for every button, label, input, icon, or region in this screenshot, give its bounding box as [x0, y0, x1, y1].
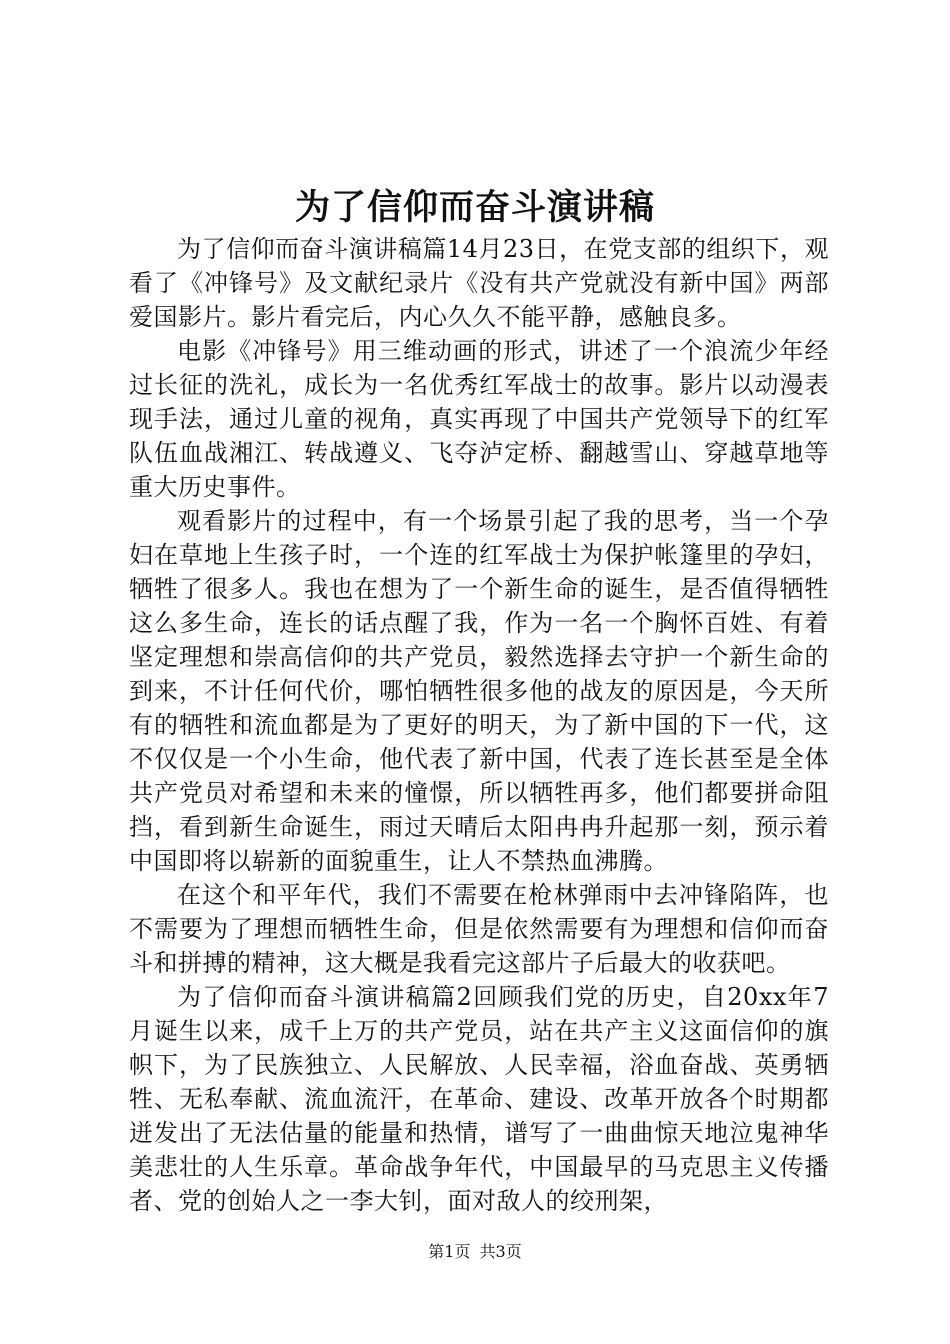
paragraph-1: 为了信仰而奋斗演讲稿篇14月23日，在党支部的组织下，观看了《冲锋号》及文献纪录片《没有共产党就没有新中国》两部爱国影片。影片看完后，内心久久不能平静，感触良多。	[129, 235, 829, 331]
paragraph-3: 观看影片的过程中，有一个场景引起了我的思考，当一个孕妇在草地上生孩子时，一个连的红军战士为保护帐篷里的孕妇，牺牲了很多人。我也在想为了一个新生命的诞生，是否值得牺牲这么多生命，连长的话点醒了我，作为一名一个胸怀百姓、有着坚定理想和崇高信仰的共产党员，毅然选择去守护一个新生命的到来，不计任何代价，哪怕牺牲很多他的战友的原因是，今天所有的牺牲和流血都是为了更好的明天，为了新中国的下一代，这不仅仅是一个小生命，他代表了新中国，代表了连长甚至是全体共产党员对希望和未来的憧憬，所以牺牲再多，他们都要拼命阻挡，看到新生命诞生，雨过天晴后太阳冉冉升起那一刻，预示着中国即将以崭新的面貌重生，让人不禁热血沸腾。	[129, 507, 829, 875]
document-title: 为了信仰而奋斗演讲稿	[294, 187, 655, 228]
paragraph-5: 为了信仰而奋斗演讲稿篇2回顾我们党的历史，自20xx年7月诞生以来，成千上万的共产党员，站在共产主义这面信仰的旗帜下，为了民族独立、人民解放、人民幸福，浴血奋战、英勇牺牲、无私奉献、流血流汗，在革命、建设、改革开放各个时期都迸发出了无法估量的能量和热情，谱写了一曲曲惊天地泣鬼神华美悲壮的人生乐章。革命战争年代，中国最早的马克思主义传播者、党的创始人之一李大钊，面对敌人的绞刑架，	[129, 983, 829, 1215]
page-total: 共3页	[479, 1242, 522, 1261]
paragraph-2: 电影《冲锋号》用三维动画的形式，讲述了一个浪流少年经过长征的洗礼，成长为一名优秀红军战士的故事。影片以动漫表现手法，通过儿童的视角，真实再现了中国共产党领导下的红军队伍血战湘江、转战遵义、飞夺泸定桥、翻越雪山、穿越草地等重大历史事件。	[129, 337, 829, 501]
page-number: 第1页	[428, 1242, 471, 1261]
paragraph-4: 在这个和平年代，我们不需要在枪林弹雨中去冲锋陷阵，也不需要为了理想而牺牲生命，但是依然需要有为理想和信仰而奋斗和拼搏的精神，这大概是我看完这部片子后最大的收获吧。	[129, 881, 829, 977]
document-body	[129, 232, 829, 1218]
page-footer	[0, 1241, 950, 1263]
